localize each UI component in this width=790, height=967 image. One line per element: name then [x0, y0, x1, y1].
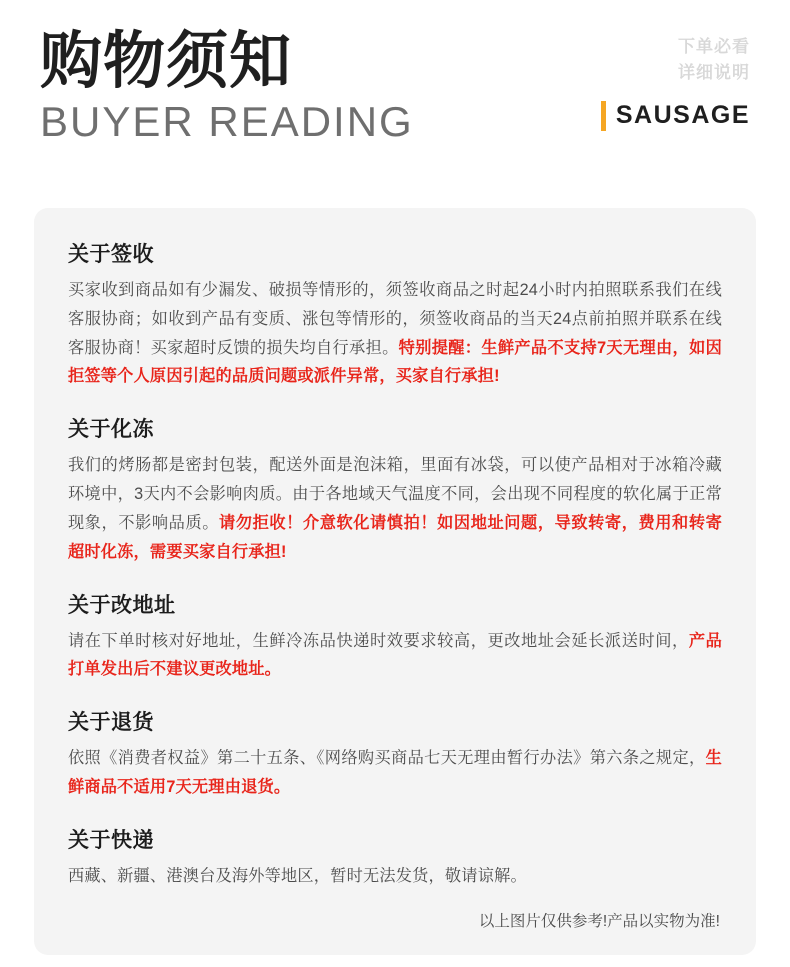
notice-sections: [68, 238, 722, 891]
notice-section: [68, 589, 722, 685]
notice-section-body: [68, 744, 722, 802]
notice-section-body: [68, 451, 722, 566]
header-tag-line-2: 详细说明: [678, 63, 750, 83]
notice-text: 请在下单时核对好地址，生鲜冷冻品快递时效要求较高，更改地址会延长派送时间，: [68, 631, 689, 650]
brand-row: [601, 101, 750, 131]
accent-bar: [601, 101, 606, 131]
notice-section-title: 关于签收: [68, 243, 154, 266]
notice-card: [34, 208, 756, 955]
notice-section-body: [68, 276, 722, 391]
brand-name: SAUSAGE: [615, 101, 750, 130]
notice-section: [68, 238, 722, 391]
notice-section: [68, 824, 722, 891]
page-header: [0, 0, 790, 190]
notice-text: 依照《消费者权益》第二十五条、《网络购买商品七天无理由暂行办法》第六条之规定，: [68, 749, 706, 768]
notice-section: [68, 413, 722, 566]
notice-section-body: [68, 627, 722, 685]
notice-text-emphasis: 请勿拒收！介意软化请慎拍！如因地址问题，导致转寄，费用和转寄超时化冻，需要买家自行承担!: [68, 513, 722, 561]
header-tag-line-1: 下单必看: [678, 37, 750, 56]
notice-text: 我们的烤肠都是密封包装，配送外面是泡沫箱，里面有冰袋，可以使产品相对于冰箱冷藏环境中，3天内不会影响肉质。由于各地域天气温度不同，会出现不同程度的软化属于正常现象，不影响品质。: [68, 456, 722, 532]
notice-text-emphasis: 产品打单发出后不建议更改地址。: [68, 631, 722, 679]
notice-text-emphasis: 特别提醒：生鲜产品不支持7天无理由，如因拒签等个人原因引起的品质问题或派件异常，买家自行承担!: [68, 338, 722, 386]
notice-text: 西藏、新疆、港澳台及海外等地区，暂时无法发货，敬请谅解。: [68, 866, 527, 885]
notice-section-title: 关于退货: [68, 711, 154, 735]
page-title-en: BUYER READING: [40, 98, 414, 146]
notice-section-title: 关于改地址: [68, 593, 176, 617]
notice-section-body: [68, 862, 722, 891]
notice-text-emphasis: 生鲜商品不适用7天无理由退货。: [68, 749, 722, 797]
notice-section-title: 关于化冻: [68, 418, 154, 442]
notice-section: [68, 706, 722, 802]
page-title-zh: 购物须知: [40, 27, 293, 96]
notice-section-title: 关于快递: [68, 828, 154, 852]
notice-text: 买家收到商品如有少漏发、破损等情形的，须签收商品之时起24小时内拍照联系我们在线客服协商；如收到产品有变质、涨包等情形的，须签收商品的当天24点前拍照并联系在线客服协商！买家超时反馈的损失均自行承担。: [68, 281, 722, 357]
footnote: 以上图片仅供参考!产品以实物为准!: [478, 912, 720, 930]
header-badge: [601, 34, 750, 131]
